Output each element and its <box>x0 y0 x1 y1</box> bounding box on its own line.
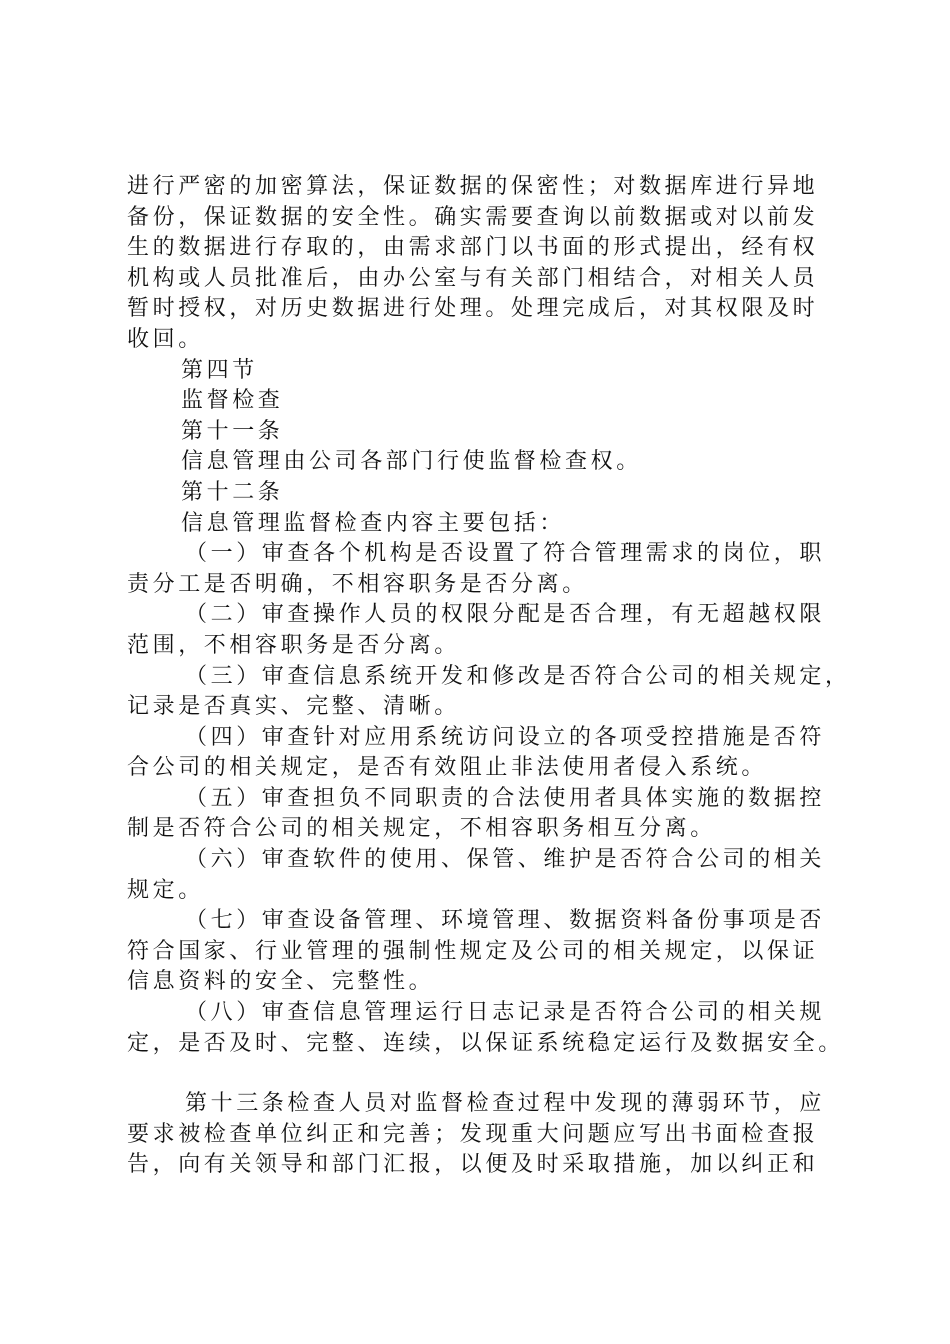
paragraph-line: 进行严密的加密算法，保证数据的保密性；对数据库进行异地 <box>127 174 819 199</box>
list-item-line: 记录是否真实、完整、清晰。 <box>127 694 460 720</box>
article-text: 信息管理由公司各部门行使监督检查权。 <box>181 449 642 475</box>
paragraph-line: 要求被检查单位纠正和完善；发现重大问题应写出书面检查报 <box>127 1121 819 1147</box>
list-item-line: （六）审查软件的使用、保管、维护是否符合公司的相关 <box>185 847 826 873</box>
list-item-line: 符合国家、行业管理的强制性规定及公司的相关规定，以保证 <box>127 938 819 964</box>
list-item-line: 信息资料的安全、完整性。 <box>127 969 435 995</box>
list-item-line: 范围，不相容职务是否分离。 <box>127 632 460 658</box>
list-item-line: 定，是否及时、完整、连续，以保证系统稳定运行及数据安全。 <box>127 1030 844 1056</box>
paragraph-line: 生的数据进行存取的，由需求部门以书面的形式提出，经有权 <box>127 235 819 261</box>
list-item-line: （二）审查操作人员的权限分配是否合理，有无超越权限 <box>185 602 826 628</box>
list-item-line: （一）审查各个机构是否设置了符合管理需求的岗位，职 <box>185 541 826 567</box>
article-text: 信息管理监督检查内容主要包括： <box>181 510 566 536</box>
list-item-line: 责分工是否明确，不相容职务是否分离。 <box>127 571 588 597</box>
list-item-line: （八）审查信息管理运行日志记录是否符合公司的相关规 <box>185 1000 826 1026</box>
article-heading: 第十二条 <box>181 479 284 505</box>
paragraph-line: 收回。 <box>127 326 204 352</box>
section-title: 监督检查 <box>181 388 284 414</box>
document-body <box>127 172 851 1181</box>
paragraph-line: 告，向有关领导和部门汇报，以便及时采取措施，加以纠正和 <box>127 1152 819 1178</box>
paragraph-line: 暂时授权，对历史数据进行处理。处理完成后，对其权限及时 <box>127 296 819 322</box>
paragraph-line: 第十三条检查人员对监督检查过程中发现的薄弱环节，应 <box>185 1091 826 1117</box>
list-item-line: （三）审查信息系统开发和修改是否符合公司的相关规定， <box>185 663 851 689</box>
paragraph-gap <box>127 1059 843 1089</box>
paragraph-line: 备份，保证数据的安全性。确实需要查询以前数据或对以前发 <box>127 204 819 230</box>
article-heading: 第十一条 <box>181 418 284 444</box>
paragraph-line: 机构或人员批准后，由办公室与有关部门相结合，对相关人员 <box>127 265 819 291</box>
list-item-line: 规定。 <box>127 877 204 903</box>
list-item-line: 合公司的相关规定，是否有效阻止非法使用者侵入系统。 <box>127 755 768 781</box>
list-item-line: （七）审查设备管理、环境管理、数据资料备份事项是否 <box>185 908 826 934</box>
section-heading: 第四节 <box>181 357 258 383</box>
list-item-line: （四）审查针对应用系统访问设立的各项受控措施是否符 <box>185 724 826 750</box>
list-item-line: （五）审查担负不同职责的合法使用者具体实施的数据控 <box>185 785 826 811</box>
list-item-line: 制是否符合公司的相关规定，不相容职务相互分离。 <box>127 816 716 842</box>
